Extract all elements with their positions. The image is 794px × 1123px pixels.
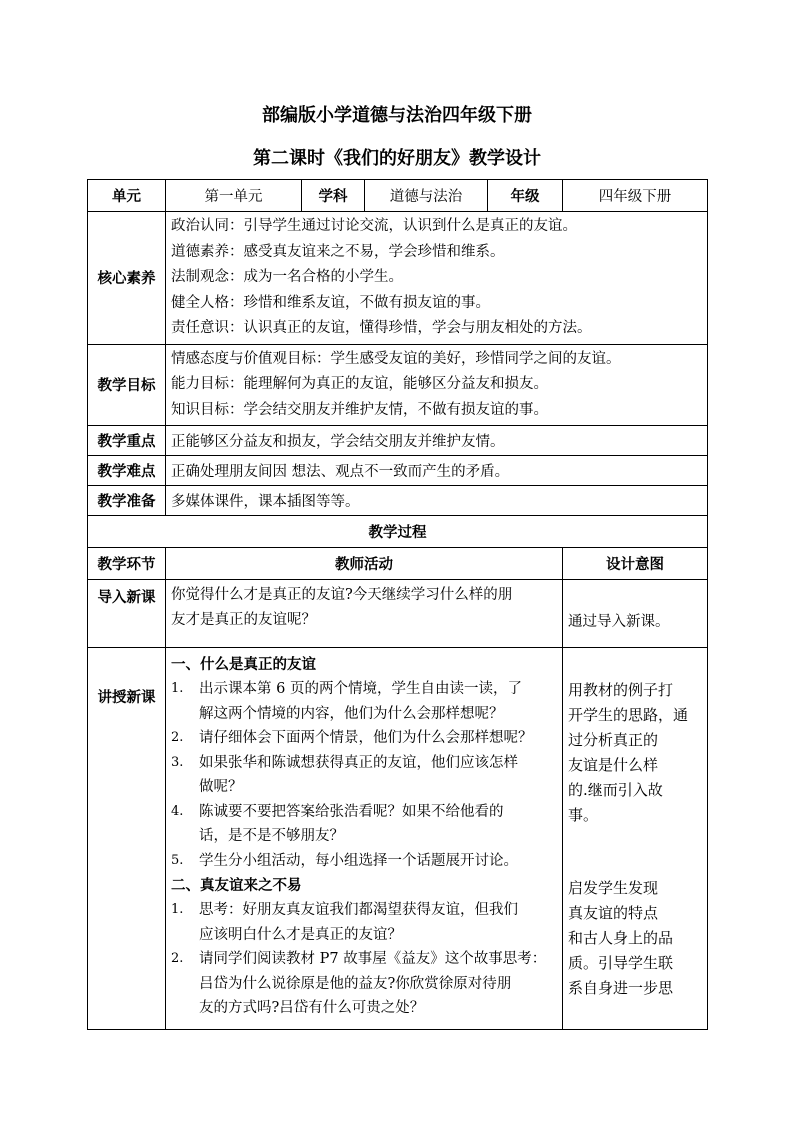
core-line: 政治认同：引导学生通过讨论交流，认识到什么是真正的友谊。 [171, 218, 577, 234]
lecture-stage: 讲授新课 [88, 648, 166, 1030]
subject-value: 道德与法治 [365, 180, 488, 212]
process-header-row [88, 516, 708, 548]
core-literacy-row [88, 212, 708, 345]
goal-line: 能力目标：能理解何为真正的友谊，能够区分益友和损友。 [171, 376, 548, 392]
preparation-label: 教学准备 [88, 486, 166, 516]
section2-title: 二、真友谊来之不易 [171, 877, 302, 894]
grade-label: 年级 [488, 180, 563, 212]
goals-content [166, 344, 708, 426]
process-columns-row [88, 548, 708, 580]
intro-teacher-line: 你觉得什么才是真正的友谊?今天继续学习什么样的朋 [171, 587, 513, 603]
key-point-text: 正能够区分益友和损友，学会结交朋友并维护友情。 [166, 426, 708, 456]
difficulty-label: 教学难点 [88, 456, 166, 486]
list-item: 2. 请同学们阅读教材 P7 故事屋《益友》这个故事思考： 吕岱为什么说徐原是他的益友?你欣赏徐原对待朋 友的方式吗?吕岱有什么可贵之处？ [171, 951, 547, 1016]
list-item: 1. 思考：好朋友真友谊我们都渴望获得友谊，但我们 应该明白什么才是真正的友谊？ [171, 902, 518, 943]
goals-row [88, 344, 708, 426]
unit-value: 第一单元 [166, 180, 302, 212]
core-line: 责任意识：认识真正的友谊，懂得珍惜，学会与朋友相处的方法。 [171, 320, 592, 336]
lesson-plan-table [87, 179, 708, 1030]
intro-row [88, 580, 708, 648]
col-stage: 教学环节 [88, 548, 166, 580]
lecture-row [88, 648, 708, 1030]
list-item: 1. 出示课本第 6 页的两个情境，学生自由读一读，了 解这两个情境的内容，他们为什么会那样想呢？ [171, 681, 522, 722]
goal-line: 知识目标：学会结交朋友并维护友情，不做有损友谊的事。 [171, 401, 548, 418]
key-point-row [88, 426, 708, 456]
document-subtitle: 第二课时《我们的好朋友》教学设计 [253, 148, 541, 169]
col-intent: 设计意图 [563, 548, 708, 580]
document-title: 部编版小学道德与法治四年级下册 [262, 105, 532, 126]
preparation-row [88, 486, 708, 516]
intro-stage: 导入新课 [88, 580, 166, 648]
grade-value: 四年级下册 [563, 180, 708, 212]
intro-teacher [166, 580, 563, 648]
difficulty-text: 正确处理朋友间因 想法、观点不一致而产生的矛盾。 [166, 456, 708, 486]
core-line: 道德素养：感受真友谊来之不易，学会珍惜和维系。 [171, 243, 505, 260]
intro-intent: 通过导入新课。 [563, 580, 708, 648]
core-line: 法制观念：成为一名合格的小学生。 [171, 269, 403, 285]
list-item: 3. 如果张华和陈诚想获得真正的友谊，他们应该怎样 做呢？ [171, 754, 518, 795]
difficulty-row [88, 456, 708, 486]
intro-teacher-line: 友才是真正的友谊呢？ [171, 612, 316, 628]
col-teacher: 教师活动 [166, 548, 563, 580]
list-item: 2. 请仔细体会下面两个情景，他们为什么会那样想呢？ [171, 730, 533, 746]
section1-list [171, 677, 557, 873]
info-row [88, 180, 708, 212]
lecture-teacher [166, 648, 563, 1030]
lecture-intent: 用教材的例子打 开学生的思路，通 过分析真正的 友谊是什么样 的.继而引入故 事。 启发学生发现 真友谊的特点 和古人身上的品 质。引导学生联 系自身进一步思 [563, 648, 708, 1030]
section2-list [171, 898, 557, 1021]
section1-title: 一、什么是真正的友谊 [171, 656, 316, 673]
process-header: 教学过程 [88, 516, 708, 548]
unit-label: 单元 [88, 180, 166, 212]
list-item: 4. 陈诚要不要把答案给张浩看呢？如果不给他看的 话，是不是不够朋友？ [171, 803, 504, 844]
subject-label: 学科 [302, 180, 365, 212]
goal-line: 情感态度与价值观目标：学生感受友谊的美好，珍惜同学之间的友谊。 [171, 350, 621, 367]
key-point-label: 教学重点 [88, 426, 166, 456]
list-item: 5. 学生分小组活动，每小组选择一个话题展开讨论。 [171, 852, 518, 869]
preparation-text: 多媒体课件，课本插图等等。 [166, 486, 708, 516]
goals-label: 教学目标 [88, 344, 166, 426]
core-line: 健全人格：珍惜和维系友谊，不做有损友谊的事。 [171, 294, 490, 311]
core-literacy-label: 核心素养 [88, 212, 166, 345]
core-literacy-content [166, 212, 708, 345]
